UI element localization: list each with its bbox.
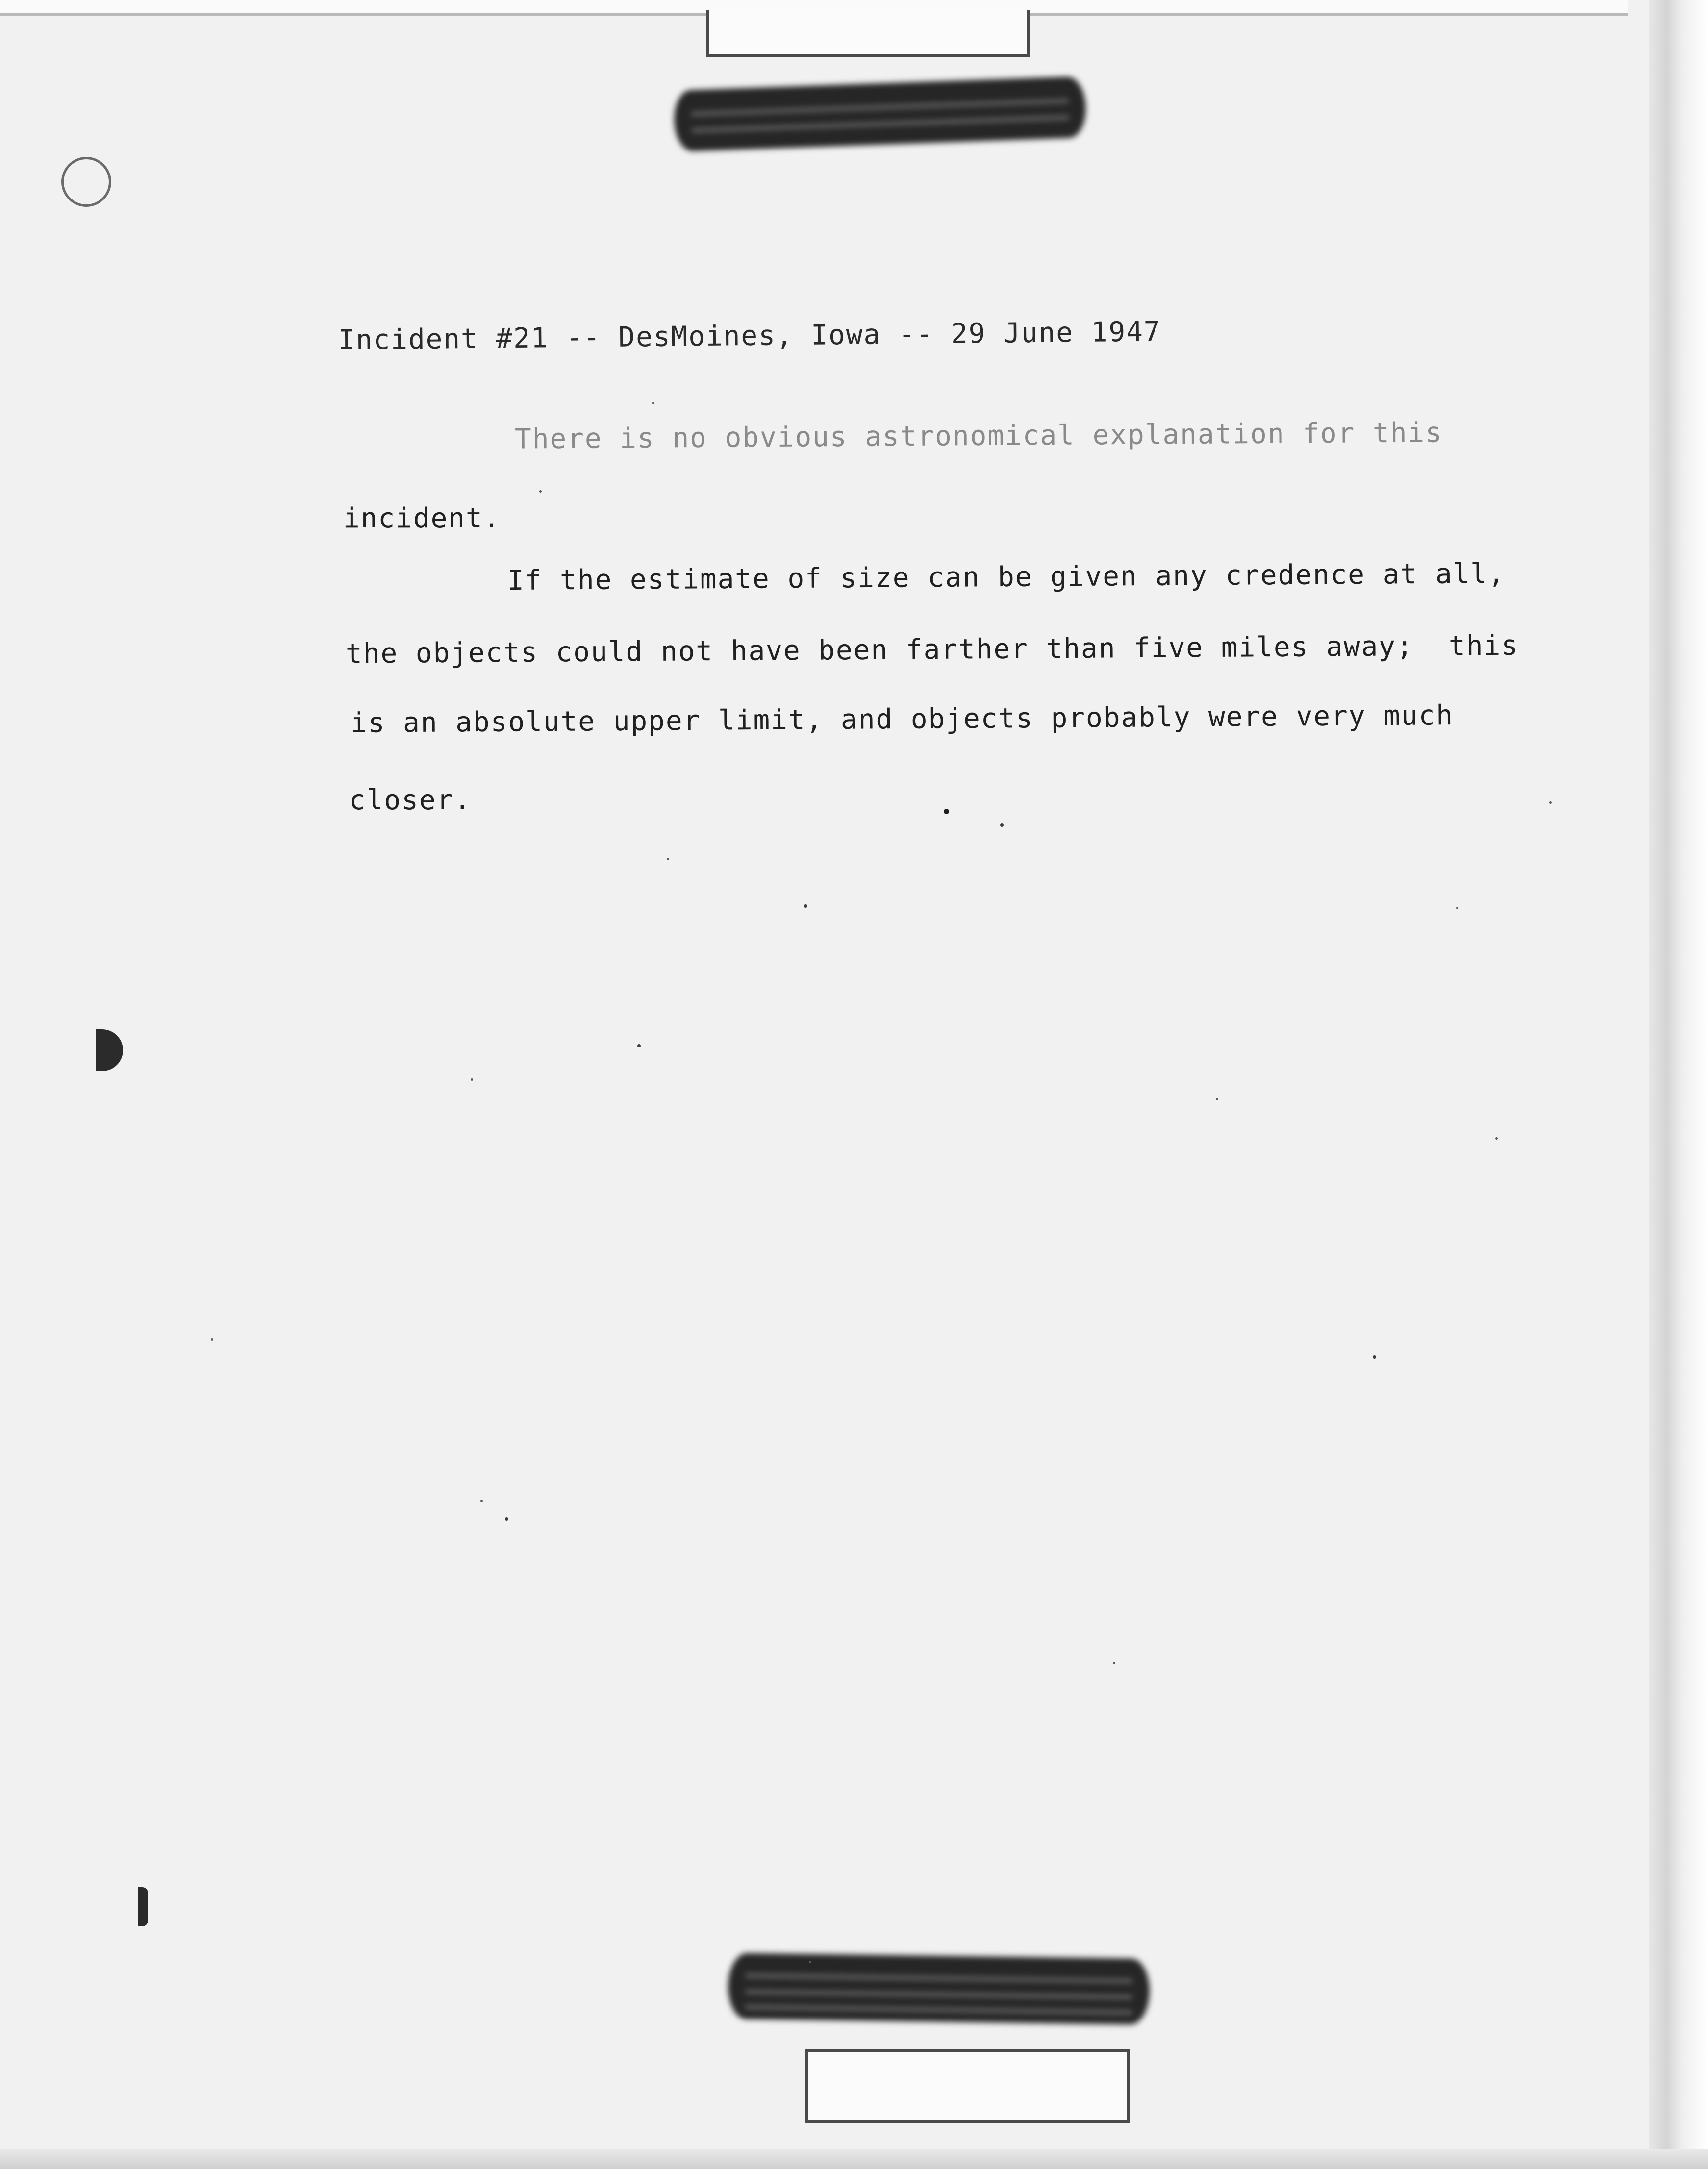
paragraph-1-line-1: There is no obvious astronomical explanation for this	[514, 417, 1443, 455]
redaction-mark-bottom	[728, 1953, 1150, 2025]
toner-speck	[1373, 1355, 1376, 1359]
classification-box-top	[706, 10, 1030, 57]
paragraph-2-line-1: If the estimate of size can be given any credence at all,	[507, 557, 1506, 597]
toner-speck	[809, 1961, 811, 1963]
toner-speck	[471, 1078, 473, 1081]
punch-hole-mark-lower	[138, 1887, 148, 1926]
page-bottom-edge	[0, 2149, 1708, 2169]
punch-hole-circle	[61, 157, 111, 207]
toner-speck	[539, 490, 542, 493]
toner-speck	[1216, 1098, 1218, 1100]
toner-speck	[211, 1338, 213, 1341]
paragraph-2-line-4: closer.	[349, 784, 472, 816]
toner-speck	[480, 1500, 483, 1502]
paragraph-2-line-2: the objects could not have been farther than five miles away; this	[345, 629, 1519, 670]
toner-speck	[652, 402, 654, 404]
toner-speck	[1456, 907, 1458, 909]
classification-box-bottom	[805, 2049, 1130, 2123]
toner-speck	[637, 1044, 641, 1047]
paragraph-1-line-2: incident.	[343, 502, 501, 534]
page-right-edge	[1649, 0, 1708, 2169]
punch-hole-mark	[96, 1029, 123, 1071]
incident-heading: Incident #21 -- DesMoines, Iowa -- 29 June 1947	[338, 316, 1161, 356]
paragraph-2-line-3: is an absolute upper limit, and objects probably were very much	[350, 699, 1454, 739]
toner-speck	[804, 904, 807, 908]
toner-speck	[667, 858, 669, 860]
toner-speck	[1000, 823, 1004, 827]
toner-speck	[944, 809, 949, 814]
toner-speck	[1113, 1662, 1115, 1664]
toner-speck	[1495, 1137, 1498, 1140]
redaction-mark-top	[673, 76, 1087, 151]
toner-speck	[505, 1517, 508, 1521]
toner-speck	[1549, 801, 1552, 804]
